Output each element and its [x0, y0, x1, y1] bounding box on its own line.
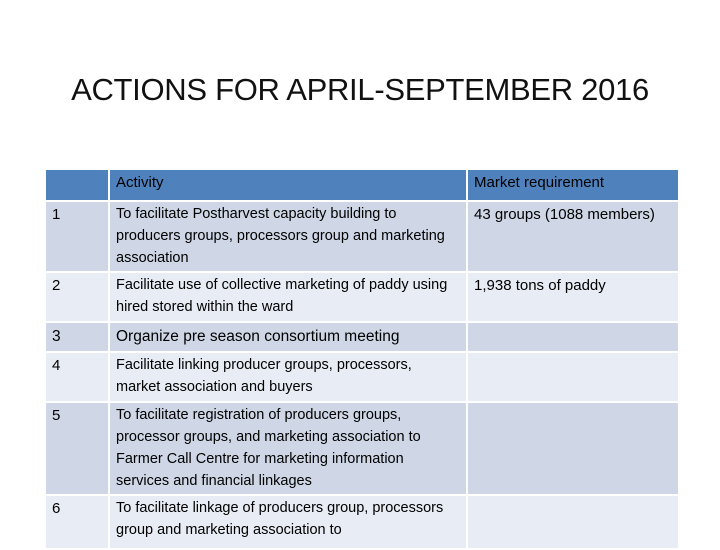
slide-title: ACTIONS FOR APRIL-SEPTEMBER 2016 — [71, 72, 649, 107]
row-market-requirement — [467, 402, 679, 495]
row-number: 4 — [45, 352, 109, 402]
row-number: 2 — [45, 272, 109, 322]
header-activity: Activity — [109, 169, 467, 201]
row-market-requirement: 1,938 tons of paddy — [467, 272, 679, 322]
row-activity: Facilitate linking producer groups, processors, market association and buyers — [109, 352, 467, 402]
row-activity: To facilitate Postharvest capacity building to producers groups, processors group and marketing association — [109, 201, 467, 272]
row-number: 1 — [45, 201, 109, 272]
row-activity: To facilitate linkage of producers group, processors group and marketing association to — [109, 495, 467, 549]
row-number: 5 — [45, 402, 109, 495]
table-row — [45, 402, 679, 495]
table-row — [45, 201, 679, 272]
row-market-requirement — [467, 495, 679, 549]
row-number: 6 — [45, 495, 109, 549]
row-activity: Organize pre season consortium meeting — [109, 322, 467, 352]
actions-table — [44, 168, 680, 550]
table-row — [45, 352, 679, 402]
row-activity: Facilitate use of collective marketing of paddy using hired stored within the ward — [109, 272, 467, 322]
row-market-requirement: 43 groups (1088 members) — [467, 201, 679, 272]
row-market-requirement — [467, 322, 679, 352]
table-row — [45, 272, 679, 322]
header-market-requirement: Market requirement — [467, 169, 679, 201]
row-market-requirement — [467, 352, 679, 402]
table-row — [45, 495, 679, 549]
row-number: 3 — [45, 322, 109, 352]
header-number — [45, 169, 109, 201]
table-header-row — [45, 169, 679, 201]
row-activity: To facilitate registration of producers groups, processor groups, and marketing association to Farmer Call Centre for marketing information services and financial linkages — [109, 402, 467, 495]
table-row — [45, 322, 679, 352]
